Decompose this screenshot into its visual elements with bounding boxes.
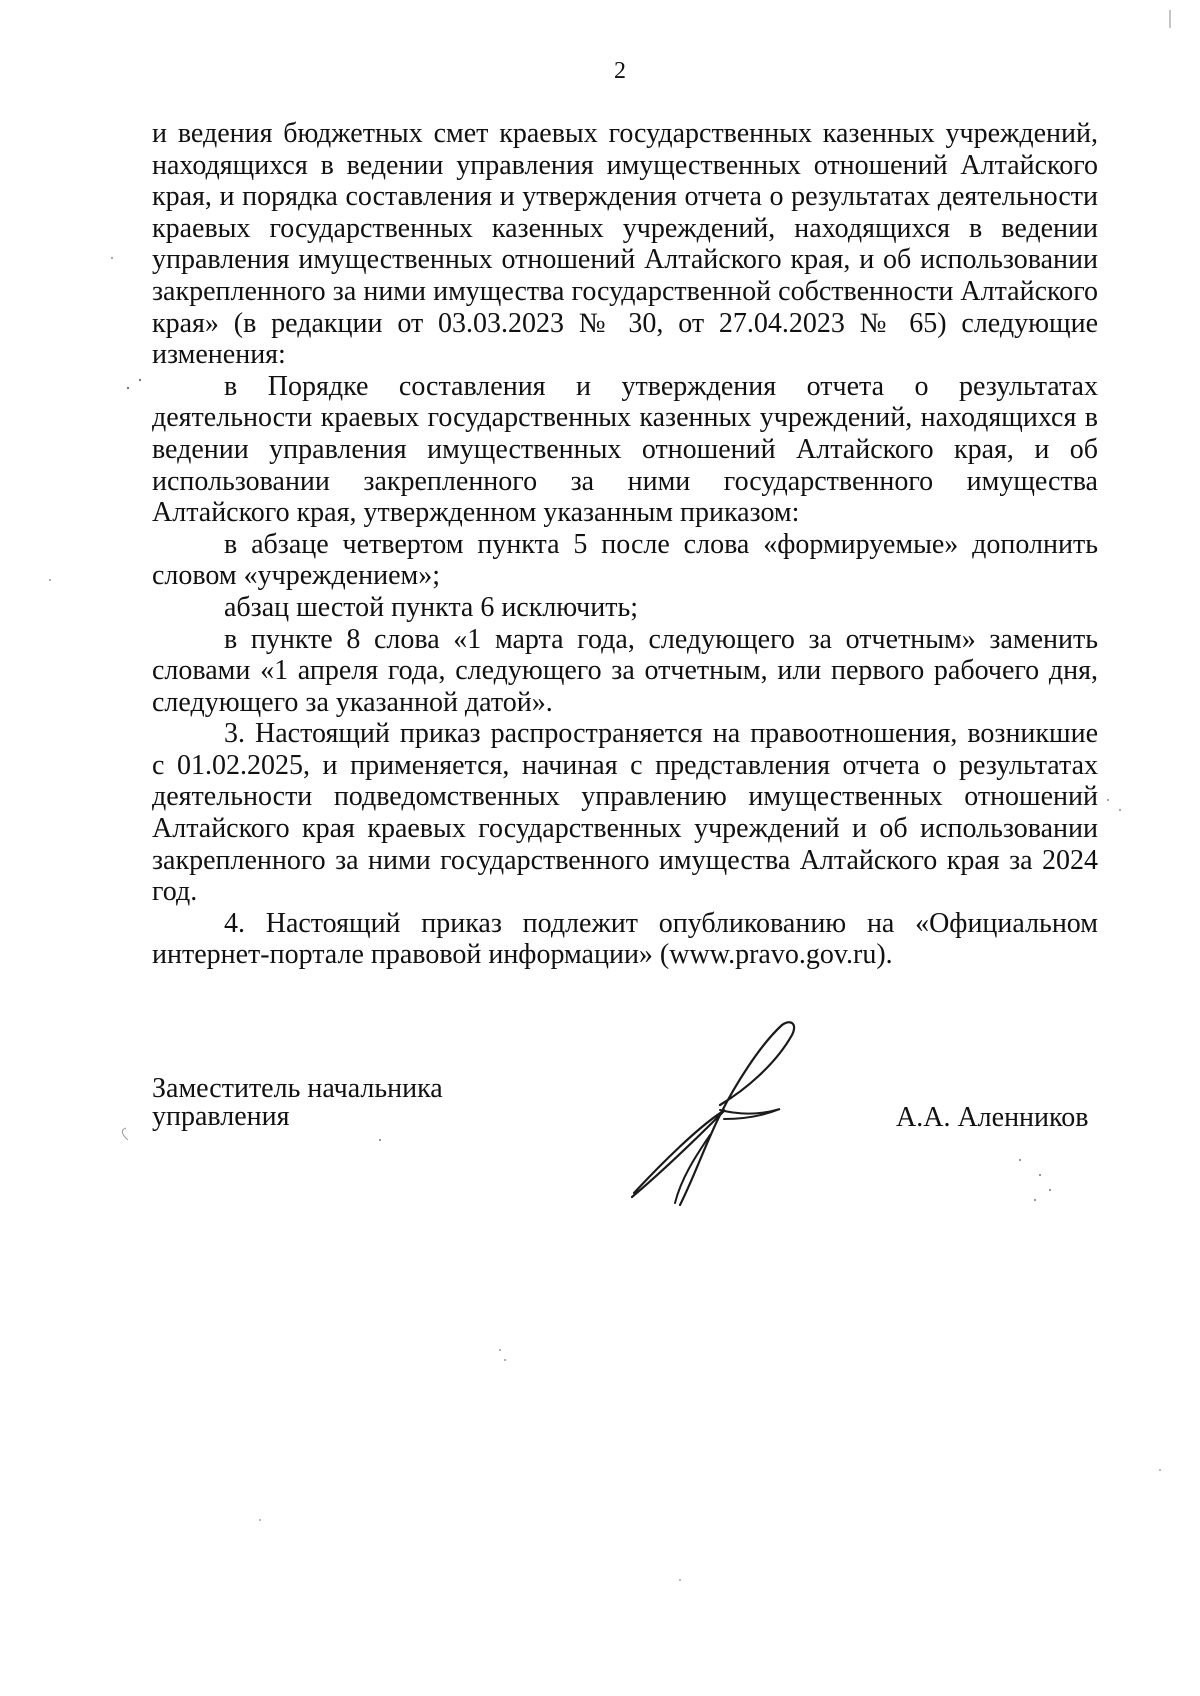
signer-position	[152, 1075, 443, 1131]
paragraph-clause-8: в пункте 8 слова «1 марта года, следующего за отчетным» заменить словами «1 апреля года, следующего за отчетным, или первого рабочего дня, следующего за указанной датой».	[152, 623, 1098, 718]
page-number: 2	[614, 58, 626, 84]
paragraph-intro: и ведения бюджетных смет краевых государственных казенных учреждений, находящихся в ведении управления имущественных отношений Алтайского края, и порядка составления и утверждения отчета о результатах деятельности краевых государственных казенных учреждений, находящихся в ведении управления имущественных отношений Алтайского края, и об использовании закрепленного за ними имущества государственной собственности Алтайского края» (в редакции от 03.03.2023 № 30, от 27.04.2023 № 65) следующие изменения:	[152, 118, 1098, 371]
paragraph-clause-6: абзац шестой пункта 6 исключить;	[224, 591, 639, 623]
paragraph-item-3: 3. Настоящий приказ распространяется на правоотношения, возникшие с 01.02.2025, и применяется, начиная с представления отчета о результатах деятельности подведомственных управлению имущественных отношений Алтайского края краевых государственных учреждений и об использовании закрепленного за ними государственного имущества Алтайского края за 2024 год.	[152, 718, 1098, 908]
signer-name: А.А. Аленников	[896, 1102, 1089, 1133]
document-body	[152, 118, 1098, 971]
paragraph-order-amendment: в Порядке составления и утверждения отчета о результатах деятельности краевых государственных казенных учреждений, находящихся в ведении управления имущественных отношений Алтайского края, и об использовании закрепленного за ними государственного имущества Алтайского края, утвержденном указанным приказом:	[152, 370, 1098, 529]
paragraph-item-4: 4. Настоящий приказ подлежит опубликованию на «Официальном интернет-портале правовой информации» (www.pravo.gov.ru).	[152, 907, 1098, 971]
paragraph-clause-5: в абзаце четвертом пункта 5 после слова «формируемые» дополнить словом «учреждением»;	[152, 528, 1098, 592]
signer-position-line-1: Заместитель начальника	[152, 1073, 443, 1104]
handwritten-signature	[620, 1015, 840, 1215]
signer-position-line-2: управления	[152, 1101, 290, 1132]
